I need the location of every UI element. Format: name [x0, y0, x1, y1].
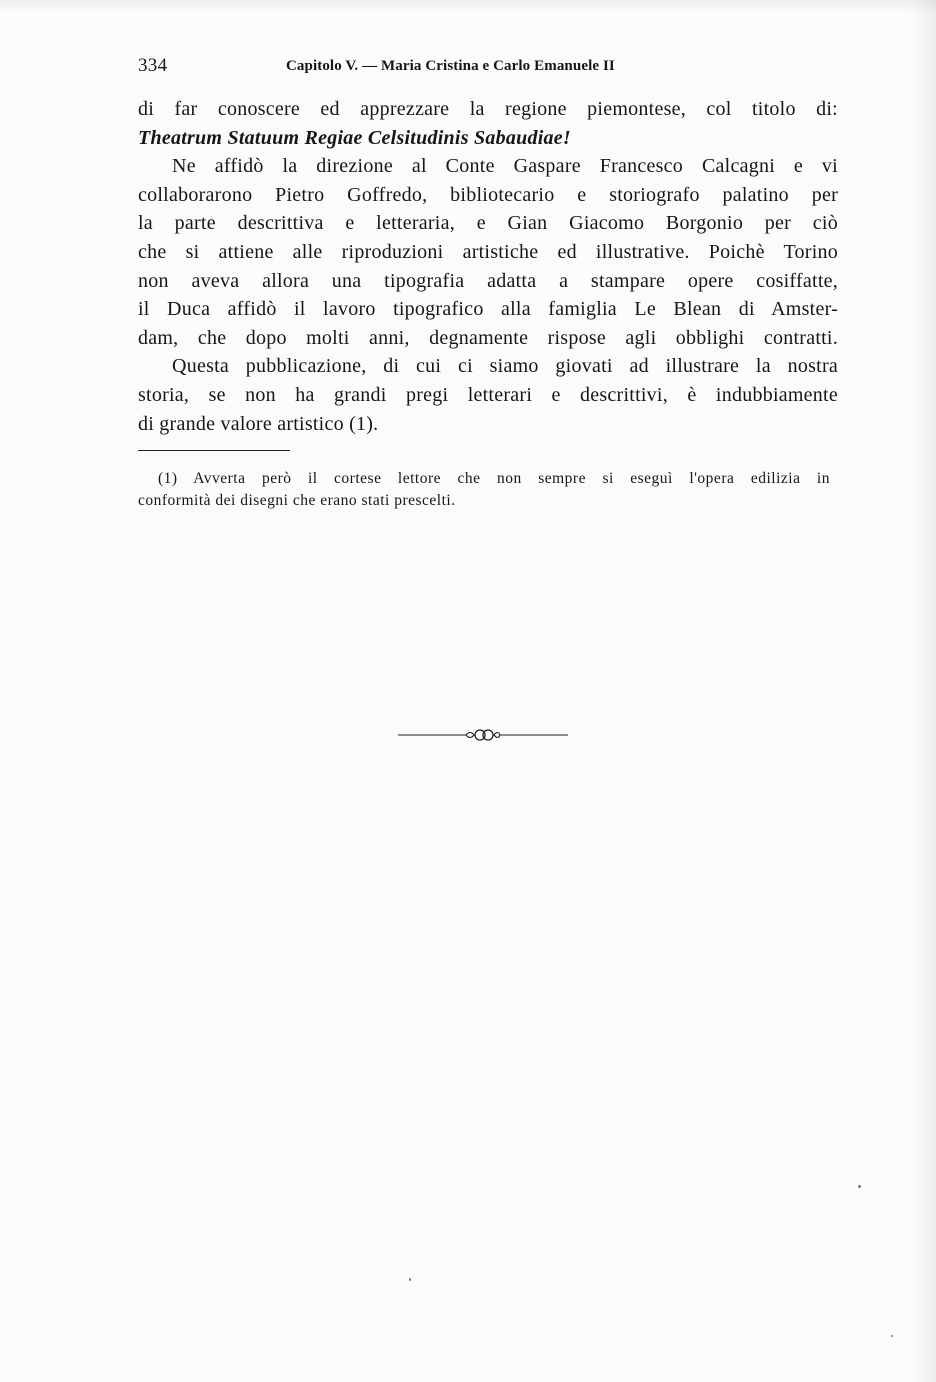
paper-speck	[858, 1185, 861, 1188]
text-line: di grande valore artistico (1).	[138, 412, 379, 435]
page-top-shadow	[0, 0, 936, 12]
text-line: non aveva allora una tipografia adatta a stampare opere cosiffatte,	[138, 269, 838, 292]
footnote-separator	[138, 450, 290, 451]
text-line-italic-title: Theatrum Statuum Regiae Celsitudinis Sabaudiae!	[138, 126, 571, 149]
text-line: dam, che dopo molti anni, degnamente rispose agli obblighi contratti.	[138, 326, 838, 349]
text-line: collaborarono Pietro Goffredo, bibliotecario e storiografo palatino per	[138, 183, 838, 206]
footnote	[138, 468, 830, 512]
page-number: 334	[138, 55, 168, 76]
text-line: Questa pubblicazione, di cui ci siamo giovati ad illustrare la nostra	[172, 355, 838, 378]
end-ornament-icon	[398, 725, 568, 745]
text-line: di far conoscere ed apprezzare la regione piemontese, col titolo di:	[138, 98, 838, 120]
text-line: che si attiene alle riproduzioni artistiche ed illustrative. Poichè Torino	[138, 240, 838, 263]
text-line: storia, se non ha grandi pregi letterari e descrittivi, è indubbiamente	[138, 383, 838, 406]
page-edge-shadow	[910, 0, 936, 1382]
text-line: la parte descrittiva e letteraria, e Gian Giacomo Borgonio per ciò	[138, 212, 838, 235]
footnote-line: conformità dei disegni che erano stati prescelti.	[138, 492, 456, 509]
running-title: Capitolo V. — Maria Cristina e Carlo Emanuele II	[286, 58, 615, 74]
paper-speck	[409, 1278, 411, 1281]
text-line: Ne affidò la direzione al Conte Gaspare Francesco Calcagni e vi	[172, 155, 838, 178]
paper-speck	[891, 1335, 893, 1337]
text-line: il Duca affidò il lavoro tipografico alla famiglia Le Blean di Amster-	[138, 298, 838, 321]
page-header	[138, 55, 838, 81]
footnote-line: (1) Avverta però il cortese lettore che non sempre si eseguì l'opera edilizia in	[158, 470, 830, 487]
main-text	[138, 95, 838, 438]
